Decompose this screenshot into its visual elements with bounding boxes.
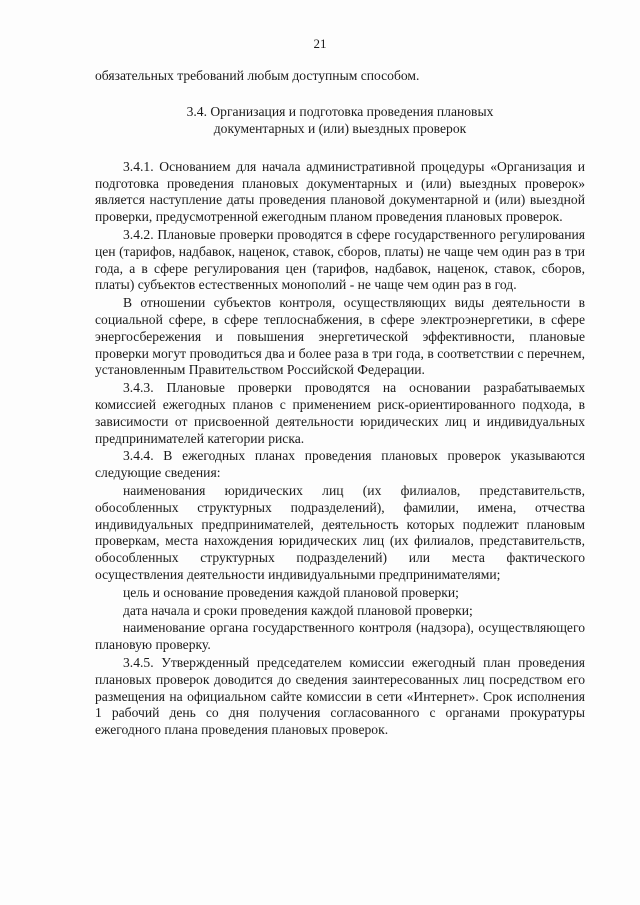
paragraph-3-4-3: 3.4.3. Плановые проверки проводятся на основании разрабатываемых комиссией ежегодных планов с применением риск-ориентированного подхода, в зависимости от присвоенной деятельности юридических лиц и индивидуальных предпринимателей категории риска.: [95, 380, 585, 446]
paragraph-plan-goal: цель и основание проведения каждой плановой проверки;: [123, 584, 459, 600]
paragraph-3-4-1: 3.4.1. Основанием для начала административной процедуры «Организация и подготовка проведения плановых документарных и (или) выездных проверок» является наступление даты проведения плановой документарной и (или) выездной проверки, предусмотренной ежегодным планом проведения плановых проверок.: [95, 158, 585, 225]
section-heading: [95, 103, 585, 137]
paragraph-3-4-2: 3.4.2. Плановые проверки проводятся в сфере государственного регулирования цен (тарифов, надбавок, наценок, ставок, сборов, платы) не чаще чем один раз в три года, а в сфере регулирования цен (тарифов, надбавок, наценок, ставок, сборов, платы) субъектов естественных монополий - не чаще чем один раз в год.: [95, 226, 585, 293]
paragraph-plan-dates: дата начала и сроки проведения каждой плановой проверки;: [123, 602, 473, 618]
page-body: [95, 68, 585, 739]
paragraph-plan-names: наименования юридических лиц (их филиалов, представительств, обособленных структурных подразделений), фамилии, имена, отчества индивидуальных предпринимателей, деятельность которых подлежит плановым проверкам, места нахождения юридических лиц (их филиалов, представительств, обособленных структурных подразделений) или места фактического осуществления деятельности индивидуальными предпринимателями;: [95, 482, 585, 582]
continuation-text: обязательных требований любым доступным способом.: [95, 68, 420, 83]
section-heading-line-2: документарных и (или) выездных проверок: [213, 120, 467, 136]
paragraph-control-subjects: В отношении субъектов контроля, осуществляющих виды деятельности в социальной сфере, в сфере теплоснабжения, в сфере электроэнергетики, в сфере энергосбережения и повышения энергетической эффективности, плановые проверки могут проводиться два и более раза в три года, в соответствии с перечнем, установленным Правительством Российской Федерации.: [95, 295, 585, 378]
page-number: 21: [313, 36, 327, 51]
section-heading-line-1: 3.4. Организация и подготовка проведения плановых: [186, 103, 494, 119]
paragraph-3-4-5: 3.4.5. Утвержденный председателем комиссии ежегодный план проведения плановых проверок доводится до сведения заинтересованных лиц посредством его размещения на официальном сайте комиссии в сети «Интернет». Срок исполнения 1 рабочий день со дня получения согласованного с органами прокуратуры ежегодного плана проведения плановых проверок.: [95, 654, 585, 738]
paragraph-plan-body: наименование органа государственного контроля (надзора), осуществляющего плановую проверку.: [95, 620, 585, 653]
paragraph-3-4-4: 3.4.4. В ежегодных планах проведения плановых проверок указываются следующие сведения:: [95, 448, 585, 481]
